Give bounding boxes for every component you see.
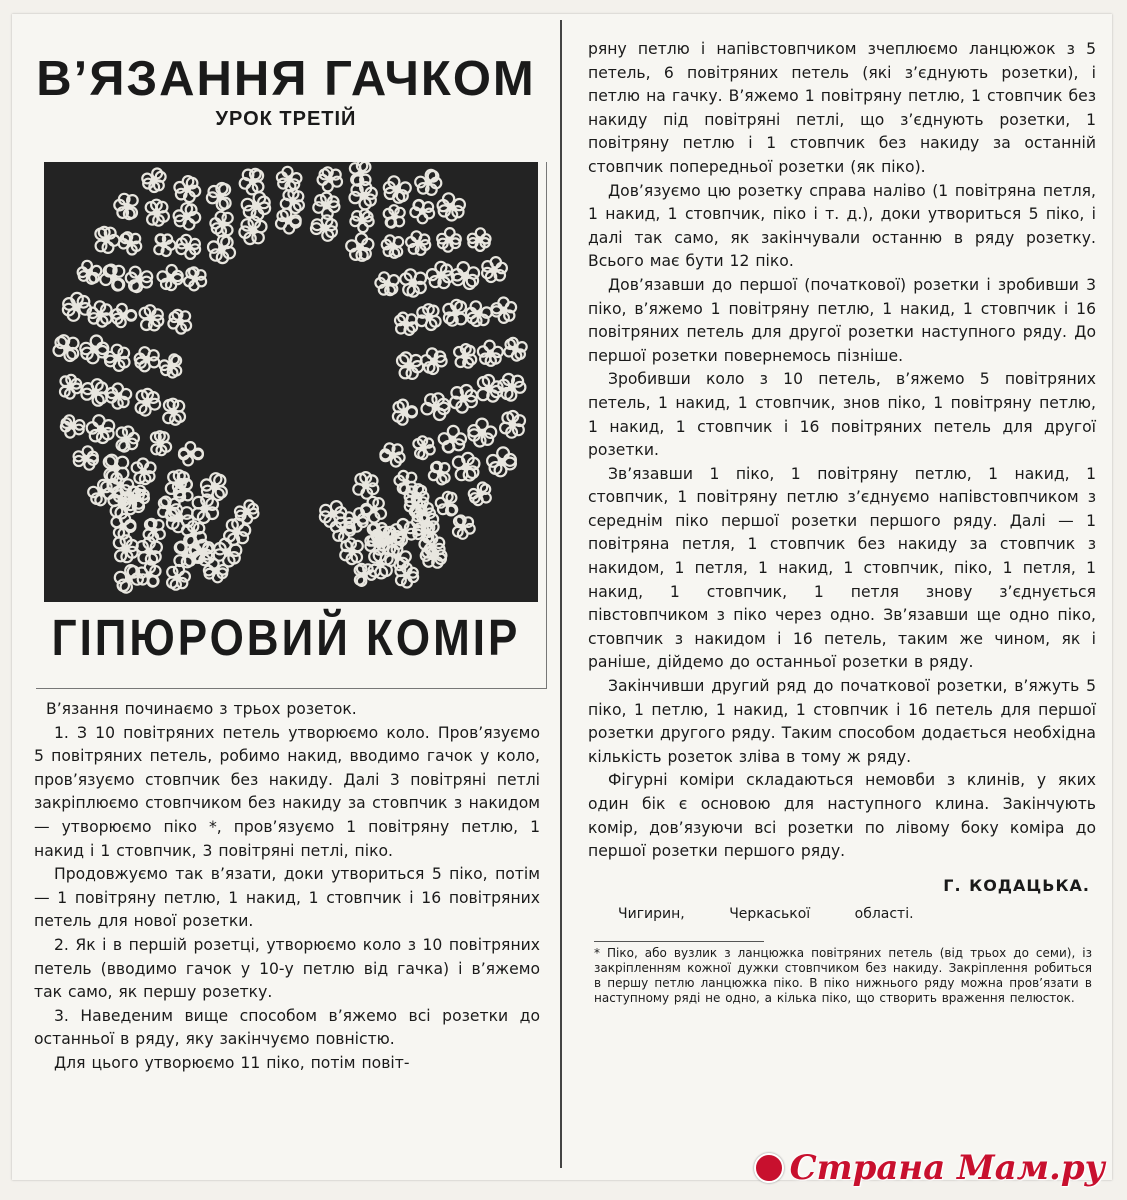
footnote-divider	[594, 941, 764, 942]
lace-rosette	[168, 310, 191, 334]
paragraph: Закінчивши другий ряд до початкової розетки, в’яжуть 5 піко, 1 петлю, 1 накид, 1 стовпчик і 16 петель для першої розетки другого ряду. Таким способом додається необхідна кількість розеток зліва в тому ж ряду.	[588, 677, 1096, 766]
lace-rosette	[350, 210, 373, 233]
lace-rosette	[415, 170, 441, 195]
lace-rosette	[454, 344, 476, 368]
lace-rosette	[82, 379, 108, 406]
lace-rosette	[382, 235, 404, 257]
lace-rosette	[466, 301, 492, 326]
lace-rosette	[413, 436, 434, 459]
lace-rosette	[410, 200, 434, 223]
site-watermark	[754, 1148, 1105, 1188]
lace-rosette	[192, 495, 218, 524]
paragraph: 1. З 10 повітряних петель утворюємо коло. Пров’язуємо 5 повітряних петель, робимо накид, вводимо гачок у коло, пров’язуємо стовпчик без накиду. Далі 3 повітряні петлі закріплюємо стовпчиком без накиду за стовпчик з накидом — утворюємо піко *, пров’язуємо 1 повітряну петлю, 1 накид і 1 стовпчик, 3 повітряні петлі, піко.	[34, 723, 540, 860]
lace-rosette	[210, 212, 232, 237]
paragraph: Дов’язавши до першої (початкової) розетки і зробивши 3 піко, в’яжемо 1 повітряну петлю, 1 накид, 1 стовпчик і 16 повітряних петель для другої розетки наступного ряду. До першої розетки повернемось пізніше.	[588, 275, 1096, 365]
paragraph: Зробивши коло з 10 петель, в’яжемо 5 повітряних петель, 1 накид, 1 стовпчик, знов піко, 1 повітряну петлю, 1 накид, 1 стовпчик і 16 повітряних петель для другої розетки.	[588, 370, 1096, 460]
lace-rosette	[137, 562, 161, 586]
lace-rosette	[350, 182, 377, 209]
lace-rosette	[353, 472, 378, 499]
paragraph: 3. Наведеним вище способом в’яжемо всі розетки до останньої в ряду, яку закінчуємо повністю.	[34, 1006, 540, 1049]
lace-rosette	[491, 298, 516, 323]
lace-rosette	[167, 565, 190, 590]
left-column	[18, 22, 554, 1172]
lace-rosette	[344, 508, 368, 531]
lace-rosette	[443, 300, 466, 326]
lace-rosette	[100, 265, 124, 291]
lace-rosette	[400, 269, 426, 296]
lace-rosette	[136, 389, 161, 416]
lace-rosette	[137, 537, 162, 564]
lace-rosette	[397, 352, 423, 379]
lace-rosette	[142, 169, 165, 193]
lace-rosette	[468, 419, 496, 447]
lace-rosette	[346, 233, 373, 260]
lace-rosette	[160, 354, 182, 377]
newspaper-clipping	[12, 14, 1112, 1180]
lace-rosette	[406, 231, 430, 255]
article-title: В’ЯЗАННЯ ГАЧКОМ	[36, 52, 536, 106]
lace-rosette	[240, 169, 264, 195]
lace-rosette	[450, 385, 477, 413]
paragraph: Зв’язавши 1 піко, 1 повітряну петлю, 1 накид, 1 стовпчик, 1 повітряну петлю з’єднуємо напівстовпчиком з середнім піко першої розетки першого ряду. Далі — 1 повітряна петля, 1 стовпчик без накиду за стовпчик з накидом, 1 петля, 1 накид, 1 стовпчик, піко, 1 петля, 1 накид, 1 стовпчик, 1 петля знову з’єднується півстовпчиком з піко через одно. Зв’язавши ще одно піко, стовпчик з накидом і 16 петель, таким же чином, як і раніше, дійдемо до останньої розетки в ряду.	[588, 464, 1096, 672]
lace-rosette	[166, 470, 192, 497]
lace-rosette	[437, 228, 461, 252]
lace-rosette	[453, 516, 475, 539]
lace-rosette	[176, 235, 200, 259]
lace-rosette	[114, 194, 137, 219]
lace-rosette	[384, 176, 411, 203]
lace-rosette	[384, 205, 405, 227]
lace-collar-photo	[44, 162, 538, 602]
paragraph: Для цього утворюємо 11 піко, потім повіт-	[54, 1053, 410, 1072]
paragraph: Продовжуємо так в’язати, доки утвориться 5 піко, потім — 1 повітряну петлю, 1 накид, 1 стовпчик і 16 повітряних петель для нової розетки.	[34, 865, 540, 931]
lace-rosette	[318, 167, 342, 191]
lace-rosette	[311, 215, 337, 241]
lace-rosette	[154, 234, 175, 256]
lace-rosette	[74, 446, 98, 469]
lace-rosette	[235, 500, 258, 523]
lace-rosette	[439, 426, 466, 453]
paragraph: Дов’язуємо цю розетку справа наліво (1 повітряна петля, 1 накид, 1 стовпчик, піко і т. д.), доки утвориться 5 піко, і далі так само, як закінчували останню в ряду розетку. Всього має бути 12 піко.	[588, 181, 1096, 271]
lace-rosette	[184, 267, 206, 290]
lace-rosette	[207, 183, 231, 210]
lace-rosette	[380, 443, 404, 466]
lace-rosette	[104, 455, 129, 482]
lace-rosette	[487, 447, 516, 476]
lace-rosette	[422, 393, 450, 420]
lace-rosette	[60, 375, 82, 399]
lace-rosette	[132, 459, 156, 485]
lace-rosette	[61, 415, 85, 437]
lace-rosette	[146, 200, 169, 226]
lace-rosette	[277, 167, 302, 192]
right-column	[572, 14, 1104, 1174]
lace-rosette	[87, 415, 115, 443]
lace-rosette	[355, 564, 376, 586]
lace-rosette	[140, 305, 164, 330]
lace-rosette	[453, 453, 480, 481]
lace-rosette	[54, 335, 79, 361]
lace-rosette	[452, 262, 480, 289]
section-headline: ГІПЮРОВИЙ КОМІР	[51, 610, 521, 667]
lace-rosette	[119, 232, 141, 254]
lace-rosette	[281, 189, 304, 213]
lace-rosette	[340, 539, 363, 565]
lace-rosette	[504, 338, 526, 361]
logo-icon	[754, 1153, 784, 1183]
footnote: * Піко, або вузлик з ланцюжка повітряних петель (від трьох до семи), із закріпленням кожної дужки стовпчиком без накиду. Закріплення робиться в першу петлю ланцюжка піко. В піко нижнього ряду можна пров’язати в наступному ряді не одно, а кілька піко, що створить враження пелюсток.	[594, 945, 1092, 1005]
lace-rosette	[166, 504, 194, 532]
paragraph: Фігурні коміри складаються немовби з клинів, у яких один бік є основою для наступного клина. Закінчують комір, дов’язуючи всі розетки по лівому боку коміра до першої розетки першого ряду.	[588, 771, 1096, 861]
lace-rosette	[224, 518, 250, 545]
lace-rosette	[239, 217, 266, 245]
lace-rosette	[482, 257, 507, 282]
left-body-text	[34, 698, 540, 1076]
lace-rosette	[208, 235, 235, 263]
lace-rosette	[158, 265, 183, 290]
watermark-text: Страна Мам.ру	[789, 1148, 1105, 1188]
lace-rosette	[63, 293, 91, 321]
lace-rosette	[375, 272, 398, 295]
lace-rosette	[438, 193, 465, 220]
column-divider	[560, 20, 562, 1168]
lace-rosette	[173, 479, 193, 501]
author-location: Чигирин, Черкаської області.	[618, 906, 914, 923]
lace-rosette	[500, 411, 525, 438]
lace-rosette	[395, 313, 417, 335]
lace-rosette	[427, 262, 454, 288]
lace-rosette	[78, 261, 102, 284]
paragraph: В’язання починаємо з трьох розеток.	[46, 700, 357, 718]
lace-rosette	[478, 341, 503, 366]
lace-rosette	[179, 442, 203, 465]
lace-rosette	[468, 228, 491, 251]
lace-rosette	[163, 399, 185, 425]
lace-rosette	[429, 462, 450, 485]
article-subtitle: УРОК ТРЕТІЙ	[215, 108, 357, 130]
lace-rosette	[135, 347, 159, 371]
right-body-text	[588, 38, 1096, 1006]
lace-rosette	[174, 176, 200, 202]
lace-rosette	[469, 483, 491, 506]
lace-rosette	[106, 384, 131, 409]
lace-rosette	[174, 203, 201, 229]
lace-rosette	[117, 427, 139, 452]
paragraph: ряну петлю і напівстовпчиком зчеплюємо ланцюжок з 5 петель, 6 повітряних петель (які з’єднують розетки), і петлю на гачку. В’яжемо 1 повітряну петлю, 1 стовпчик без накиду під повітряні петлі, що з’єднують розетки, 1 повітряну петлю і 1 стовпчик без накиду за останній стовпчик попередньої розетки (як піко).	[588, 40, 1096, 176]
lace-rosette	[88, 301, 112, 326]
lace-rosette	[126, 267, 152, 292]
lace-rosette	[393, 400, 417, 425]
lace-rosette	[151, 431, 171, 455]
lace-rosette	[421, 348, 447, 374]
author-signature: Г. КОДАЦЬКА.	[943, 875, 1090, 895]
lace-rosette	[436, 492, 457, 516]
paragraph: 2. Як і в першій розетці, утворюємо коло з 10 повітряних петель (вводимо гачок у 10-у петлю від гачка) і в’яжемо так само, як першу розетку.	[34, 935, 540, 1002]
lace-rosette	[416, 304, 440, 330]
lace-rosette	[95, 227, 119, 253]
lace-rosette	[112, 304, 136, 327]
lace-collar-illustration	[44, 162, 538, 602]
